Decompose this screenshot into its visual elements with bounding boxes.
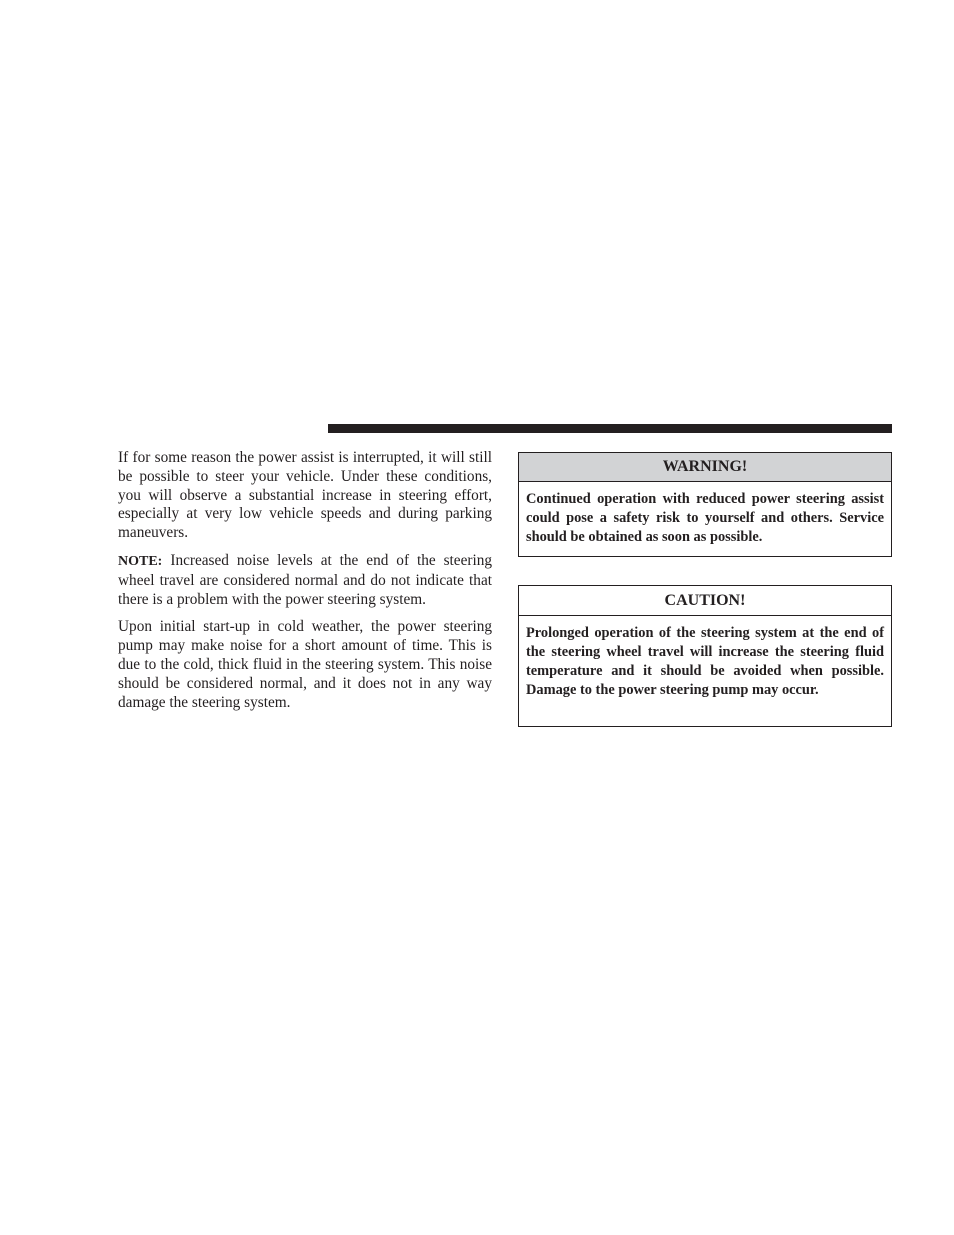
caution-body: Prolonged operation of the steering system at the end of the steering wheel travel will increase the steering fluid temperature and it should be avoided when possible. Damage to the power steering pump may occur. <box>526 625 884 698</box>
caution-title: CAUTION! <box>519 586 891 616</box>
warning-title: WARNING! <box>519 453 891 482</box>
section-header-rule <box>328 424 892 433</box>
note-paragraph <box>118 552 492 609</box>
note-label: NOTE: <box>118 553 163 569</box>
paragraph-cold-weather: Upon initial start-up in cold weather, the power steering pump may make noise for a short amount of time. This is due to the cold, thick fluid in the steering system. This noise should be considered normal, and it does not in any way damage the steering system. <box>118 618 492 711</box>
caution-box <box>518 585 892 727</box>
warning-box <box>518 452 892 557</box>
warning-body: Continued operation with reduced power steering assist could pose a safety risk to yourself and others. Service should be obtained as soon as possible. <box>526 491 884 545</box>
note-text: Increased noise levels at the end of the steering wheel travel are considered normal and do not indicate that there is a problem with the power steering system. <box>118 551 492 608</box>
body-text-column <box>118 449 492 721</box>
paragraph-power-assist: If for some reason the power assist is interrupted, it will still be possible to steer your vehicle. Under these conditions, you will observe a substantial increase in steering effort, especially at very low vehicle speeds and during parking maneuvers. <box>118 449 492 542</box>
